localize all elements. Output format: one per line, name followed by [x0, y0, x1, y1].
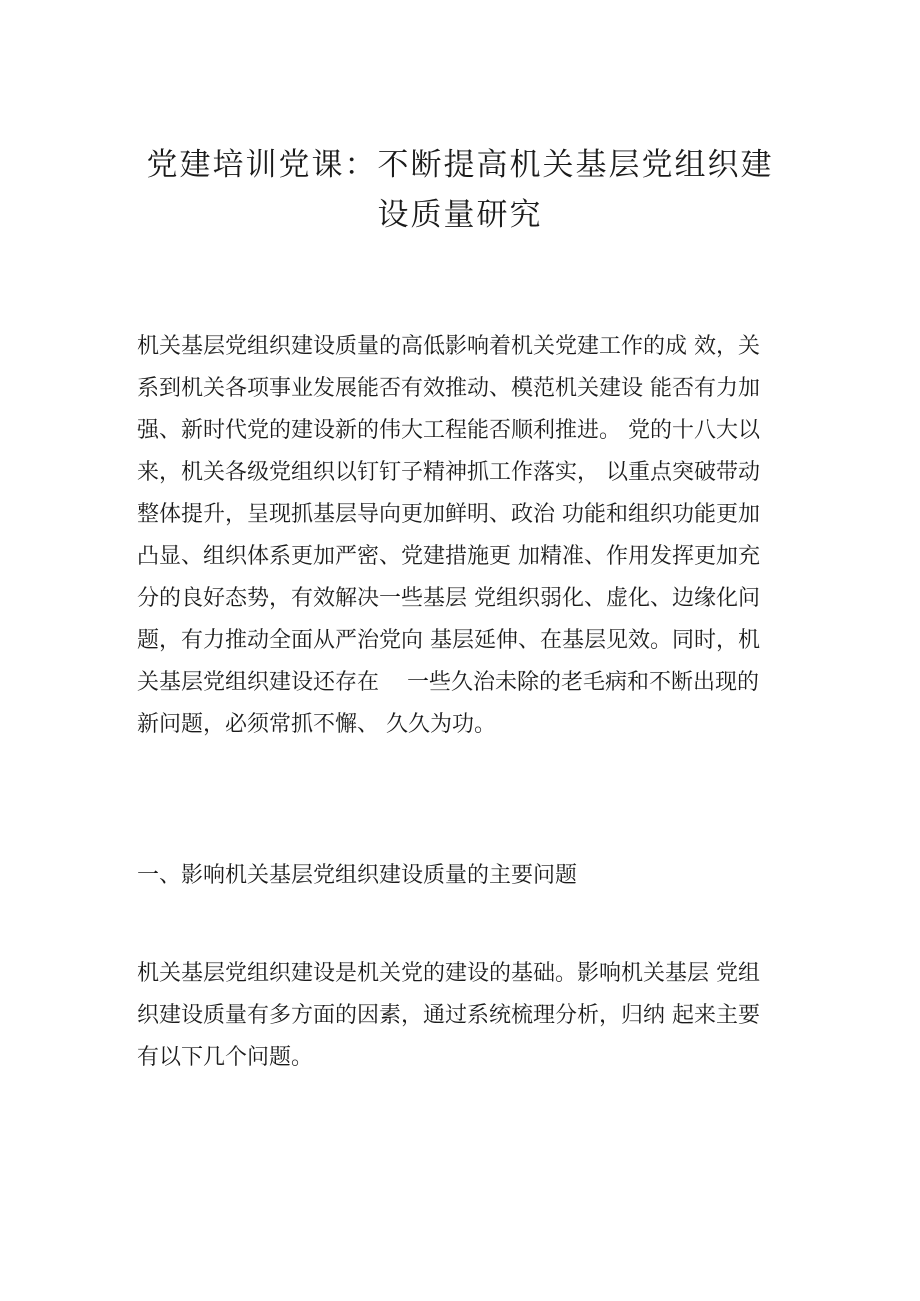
paragraph-line: 系到机关各项事业发展能否有效推动、模范机关建设 能否有力加	[137, 376, 760, 401]
paragraph-line: 分的良好态势，有效解决一些基层 党组织弱化、虚化、边缘化问	[137, 586, 760, 611]
section-heading-text: 一、影响机关基层党组织建设质量的主要问题	[137, 863, 578, 888]
title-line: 设质量研究	[377, 197, 543, 233]
paragraph-line: 题，有力推动全面从严治党向 基层延伸、在基层见效。同时，机	[137, 628, 760, 653]
paragraph-line: 有以下几个问题。	[137, 1045, 314, 1070]
paragraph-line: 织建设质量有多方面的因素，通过系统梳理分析，归纳 起来主要	[137, 1003, 760, 1028]
paragraph-line: 机关基层党组织建设是机关党的建设的基础。影响机关基层 党组	[137, 961, 760, 986]
paragraph-line: 整体提升，呈现抓基层导向更加鲜明、政治 功能和组织功能更加	[137, 502, 760, 527]
title-line: 党建培训党课：不断提高机关基层党组织建	[146, 147, 774, 183]
paragraph-line: 机关基层党组织建设质量的高低影响着机关党建工作的成 效，关	[137, 334, 760, 359]
paragraph-line: 强、新时代党的建设新的伟大工程能否顺利推进。 党的十八大以	[137, 418, 760, 443]
intro-paragraph	[137, 326, 797, 746]
section-heading	[137, 855, 797, 897]
paragraph-line: 凸显、组织体系更加严密、党建措施更 加精准、作用发挥更加充	[137, 544, 760, 569]
document-title	[130, 140, 790, 240]
paragraph-line: 来，机关各级党组织以钉钉子精神抓工作落实， 以重点突破带动	[137, 460, 760, 485]
section-paragraph	[137, 953, 797, 1079]
paragraph-line: 新问题，必须常抓不懈、 久久为功。	[137, 712, 496, 737]
paragraph-line: 关基层党组织建设还存在 一些久治未除的老毛病和不断出现的	[137, 670, 759, 695]
